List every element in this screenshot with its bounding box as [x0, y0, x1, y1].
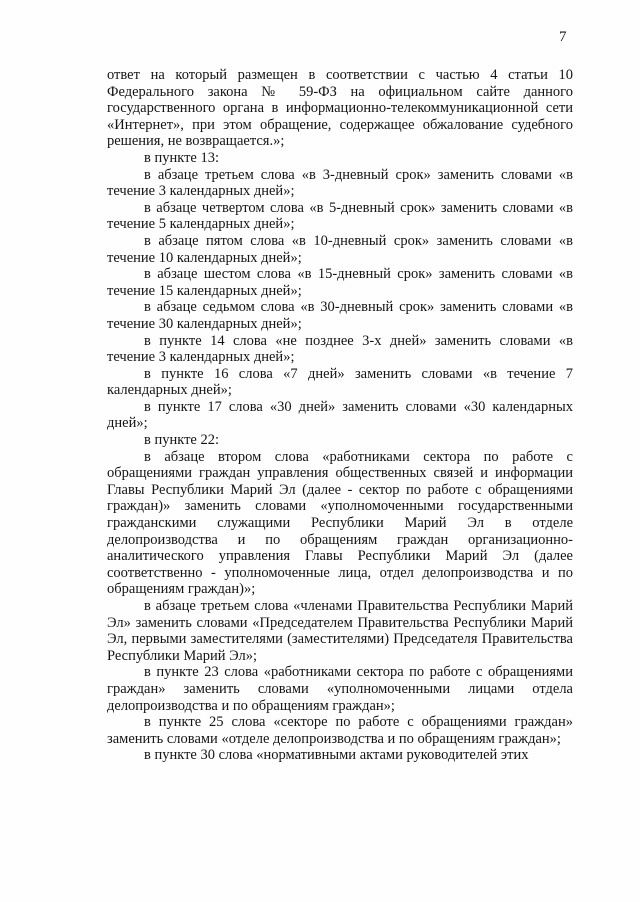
- paragraph-10: в пункте 17 слова «30 дней» заменить словами «30 календарных дней»;: [107, 398, 573, 432]
- paragraph-2: в пункте 13:: [144, 149, 220, 166]
- paragraph-5: в абзаце пятом слова «в 10-дневный срок» заменить словами «в течение 10 календарных дней»;: [107, 232, 573, 266]
- paragraph-1: ответ на который размещен в соответствии с частью 4 статьи 10 Федерального закона № 59-ФЗ на официальном сайте данного государственного органа в информационно-телекоммуникационной сети «Интернет», при этом обращение, содержащее обжалование судебного решения, не возвращается.»;: [107, 67, 573, 150]
- page-number: 7: [559, 29, 567, 45]
- paragraph-9: в пункте 16 слова «7 дней» заменить словами «в течение 7 календарных дней»;: [107, 365, 573, 399]
- document-body: [107, 67, 573, 764]
- paragraph-8: в пункте 14 слова «не позднее 3-х дней» заменить словами «в течение 3 календарных дней»;: [107, 332, 573, 366]
- paragraph-12: в абзаце втором слова «работниками сектора по работе с обращениями граждан управления общественных связей и информации Главы Республики Марий Эл (далее - сектор по работе с обращениями граждан)» заменить словами «уполномоченными государственными гражданскими служащими Республики Марий Эл в отделе делопроизводства и по обращениям граждан организационно-аналитического управления Главы Республики Марий Эл (далее соответственно - уполномоченные лица, отдел делопроизводства и по обращениям граждан)»;: [107, 448, 573, 598]
- paragraph-11: в пункте 22:: [144, 432, 220, 449]
- paragraph-16: в пункте 30 слова «нормативными актами руководителей этих: [144, 747, 529, 764]
- paragraph-15: в пункте 25 слова «секторе по работе с обращениями граждан» заменить словами «отделе делопроизводства и по обращениям граждан»;: [107, 714, 573, 747]
- paragraph-7: в абзаце седьмом слова «в 30-дневный срок» заменить словами «в течение 30 календарных дней»;: [107, 299, 573, 332]
- paragraph-3: в абзаце третьем слова «в 3-дневный срок» заменить словами «в течение 3 календарных дней»;: [107, 166, 573, 200]
- paragraph-4: в абзаце четвертом слова «в 5-дневный срок» заменить словами «в течение 5 календарных дней»;: [107, 199, 573, 233]
- paragraph-14: в пункте 23 слова «работниками сектора по работе с обращениями граждан» заменить словами «уполномоченными лицами отдела делопроизводства и по обращениям граждан»;: [107, 664, 573, 714]
- paragraph-6: в абзаце шестом слова «в 15-дневный срок» заменить словами «в течение 15 календарных дней»;: [107, 266, 573, 299]
- paragraph-13: в абзаце третьем слова «членами Правительства Республики Марий Эл» заменить словами «Председателем Правительства Республики Марий Эл, первыми заместителями (заместителями) Председателя Правительства Республики Марий Эл»;: [107, 598, 573, 664]
